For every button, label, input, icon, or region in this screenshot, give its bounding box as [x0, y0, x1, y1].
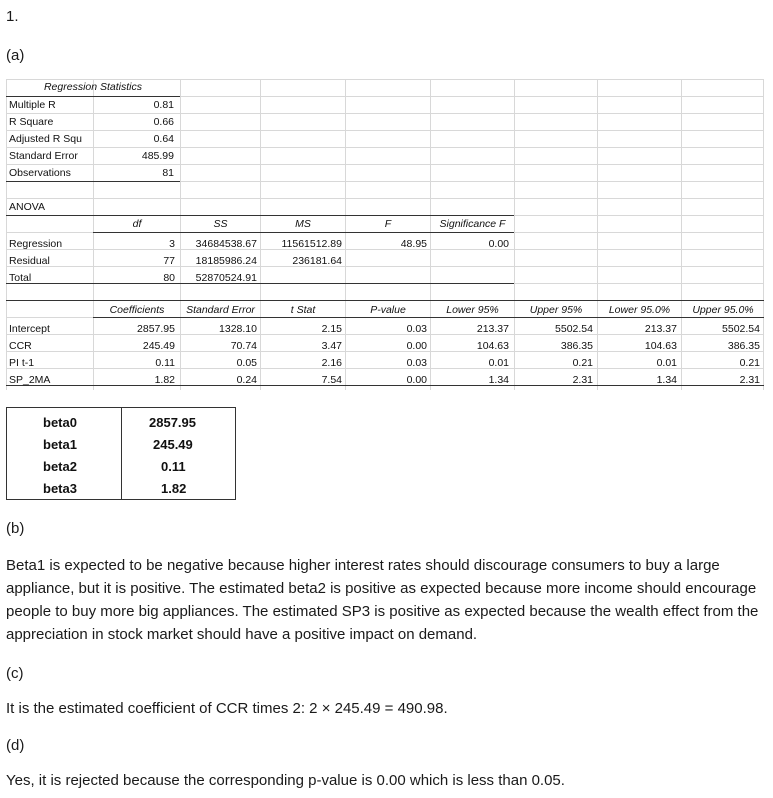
beta-name: beta1	[43, 437, 77, 452]
coef-value: 0.11	[155, 357, 175, 369]
regstats-label: Adjusted R Squ	[9, 133, 82, 145]
coef-header: Upper 95.0%	[692, 304, 754, 316]
coef-header: P-value	[370, 304, 406, 316]
regstats-title: Regression Statistics	[43, 81, 143, 93]
beta-value: 2857.95	[149, 415, 196, 430]
regstats-value: 81	[162, 167, 174, 179]
anova-ss: 18185986.24	[195, 255, 257, 267]
anova-ms: 236181.64	[292, 255, 342, 267]
coef-value: 0.03	[406, 357, 427, 369]
coef-header: Coefficients	[109, 304, 165, 316]
coef-header: Lower 95%	[446, 304, 499, 316]
coef-value: 5502.54	[722, 323, 760, 335]
part-c-label: (c)	[6, 665, 24, 682]
coef-value: 2857.95	[137, 323, 175, 335]
part-b-label: (b)	[6, 520, 25, 537]
anova-ss: 52870524.91	[195, 272, 257, 284]
beta-name: beta2	[43, 459, 77, 474]
coef-value: 213.37	[476, 323, 509, 335]
regstats-label: R Square	[9, 116, 54, 128]
regression-output-sheet	[6, 79, 764, 390]
coef-value: 0.00	[406, 374, 427, 386]
coef-value: 0.21	[572, 357, 593, 369]
regstats-label: Multiple R	[9, 99, 56, 111]
anova-title: ANOVA	[9, 201, 45, 213]
coef-value: 0.01	[656, 357, 677, 369]
part-d-answer: Yes, it is rejected because the corresponding p-value is 0.00 which is less than 0.05.	[6, 772, 565, 789]
anova-significance-f: 0.00	[488, 238, 509, 250]
anova-header-ms: MS	[295, 218, 311, 230]
regstats-label: Observations	[9, 167, 71, 179]
anova-f: 48.95	[400, 238, 427, 250]
coef-value: 386.35	[560, 340, 593, 352]
coef-value: 0.21	[739, 357, 760, 369]
part-a-label: (a)	[6, 47, 25, 64]
coef-value: 2.31	[739, 374, 760, 386]
anova-ms: 11561512.89	[281, 238, 342, 250]
coef-value: 2.16	[321, 357, 342, 369]
beta-name: beta3	[43, 481, 77, 496]
question-number: 1.	[6, 8, 19, 25]
coef-header: Upper 95%	[529, 304, 583, 316]
beta-value: 0.11	[161, 459, 186, 474]
regstats-value: 0.81	[153, 99, 174, 111]
coef-header: Standard Error	[186, 304, 255, 316]
coef-value: 386.35	[727, 340, 760, 352]
anova-df: 77	[163, 255, 175, 267]
part-d-label: (d)	[6, 737, 25, 754]
anova-header-significance-f: Significance F	[439, 218, 506, 230]
regstats-label: Standard Error	[9, 150, 78, 162]
part-b-answer: Beta1 is expected to be negative because higher interest rates should discourage consumers to buy a large appliance, but it is positive. The estimated beta2 is positive as expected because more income should encourage people to buy more big appliances. The estimated SP3 is positive as expected because the wealth effect from the appreciation in stock market should have a positive impact on demand.	[6, 557, 759, 643]
coef-value: 0.01	[488, 357, 509, 369]
coef-value: 104.63	[644, 340, 677, 352]
coef-row-label: CCR	[9, 340, 32, 352]
anova-df: 80	[163, 272, 175, 284]
part-c-answer: It is the estimated coefficient of CCR times 2: 2 × 245.49 = 490.98.	[6, 700, 448, 717]
regstats-value: 0.66	[153, 116, 174, 128]
beta-name: beta0	[43, 415, 77, 430]
coef-value: 2.15	[321, 323, 342, 335]
coef-value: 70.74	[230, 340, 257, 352]
coef-value: 1.34	[488, 374, 509, 386]
coef-value: 1328.10	[219, 323, 257, 335]
anova-row-label: Regression	[9, 238, 63, 250]
beta-table-grid	[7, 408, 235, 499]
coef-value: 3.47	[321, 340, 342, 352]
anova-header-df: df	[132, 218, 142, 230]
regstats-value: 485.99	[141, 150, 174, 162]
beta-summary-table	[6, 407, 236, 500]
coef-value: 0.00	[406, 340, 427, 352]
coef-value: 0.03	[406, 323, 427, 335]
coef-value: 0.24	[236, 374, 257, 386]
coef-value: 2.31	[572, 374, 593, 386]
coef-row-label: PI t-1	[9, 357, 35, 369]
coef-value: 5502.54	[555, 323, 593, 335]
beta-value: 245.49	[153, 437, 193, 452]
anova-df: 3	[169, 238, 175, 250]
anova-header-ss: SS	[213, 218, 228, 230]
coef-row-label: Intercept	[9, 323, 50, 335]
regstats-value: 0.64	[153, 133, 174, 145]
anova-row-label: Residual	[9, 255, 50, 267]
coef-value: 1.82	[154, 374, 175, 386]
beta-value: 1.82	[161, 481, 187, 496]
coef-value: 213.37	[644, 323, 677, 335]
anova-ss: 34684538.67	[195, 238, 257, 250]
coef-value: 1.34	[656, 374, 677, 386]
coef-header: t Stat	[290, 304, 316, 316]
anova-header-f: F	[384, 218, 392, 230]
coef-value: 245.49	[142, 340, 175, 352]
coef-row-label: SP_2MA	[9, 374, 51, 386]
anova-row-label: Total	[9, 272, 32, 284]
coef-value: 104.63	[476, 340, 509, 352]
coef-value: 0.05	[236, 357, 257, 369]
coef-header: Lower 95.0%	[608, 304, 671, 316]
coef-value: 7.54	[321, 374, 342, 386]
